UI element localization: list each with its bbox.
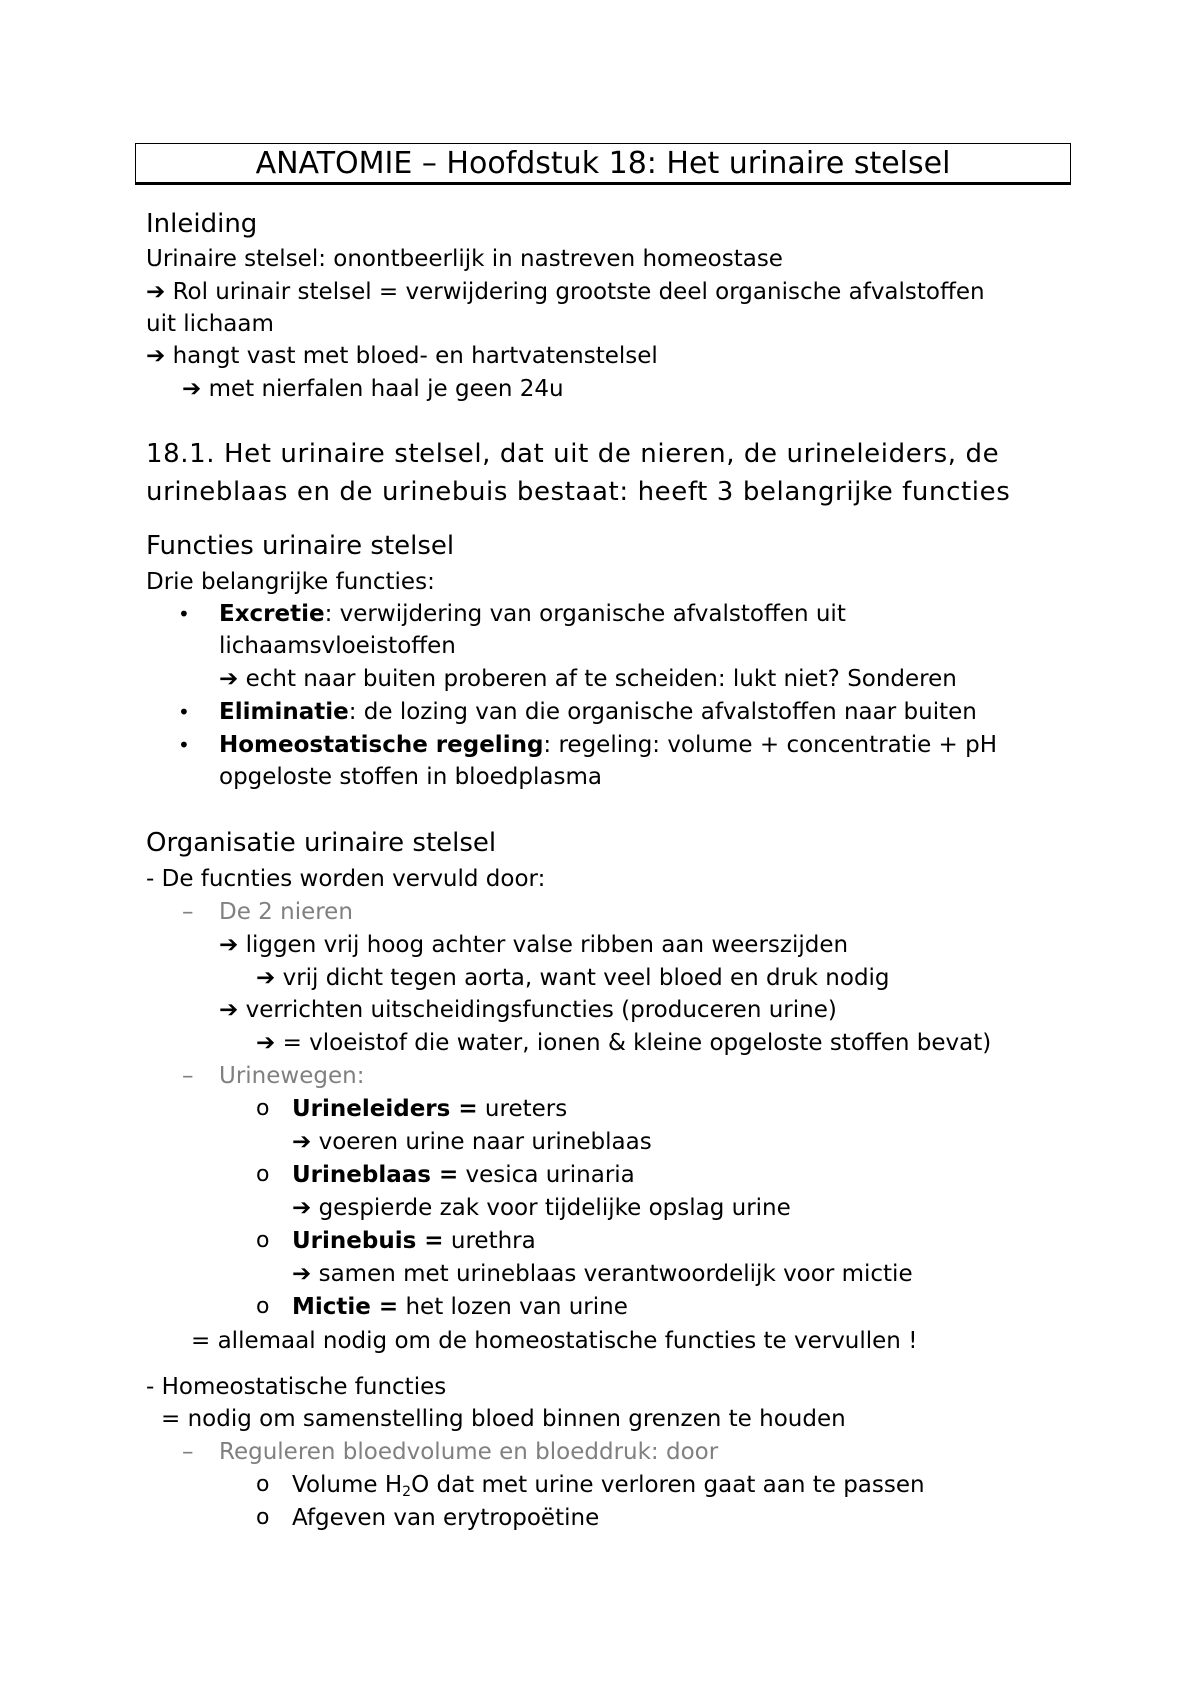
organisatie-heading: Organisatie urinaire stelsel: [146, 828, 497, 858]
arrow-line: ➔ voeren urine naar urineblaas: [292, 1129, 652, 1155]
dash-icon: –: [182, 899, 194, 925]
sublist-heading: Urinewegen:: [219, 1063, 365, 1089]
functies-heading: Functies urinaire stelsel: [146, 531, 455, 561]
sublist-heading: Reguleren bloedvolume en bloeddruk: door: [219, 1439, 719, 1465]
list-item: [292, 1225, 536, 1257]
term: Urinebuis =: [292, 1228, 444, 1254]
list-item-cont: lichaamsvloeistoffen: [219, 633, 456, 659]
circle-bullet-icon: o: [256, 1096, 270, 1121]
intro-line: ➔ Rol urinair stelsel = verwijdering grootste deel organische afvalstoffen: [146, 279, 985, 305]
arrow-line: ➔ vrij dicht tegen aorta, want veel bloed en druk nodig: [256, 965, 890, 991]
list-item: Afgeven van erytropoëtine: [292, 1505, 600, 1531]
intro-line: ➔ hangt vast met bloed- en hartvatenstelsel: [146, 343, 658, 369]
arrow-line: ➔ = vloeistof die water, ionen & kleine opgeloste stoffen bevat): [256, 1030, 992, 1056]
term: Excretie: [219, 601, 325, 627]
list-item: [292, 1291, 628, 1323]
arrow-line: ➔ verrichten uitscheidingsfuncties (produceren urine): [219, 997, 837, 1023]
term: Urineblaas =: [292, 1162, 459, 1188]
dash-icon: –: [182, 1439, 194, 1465]
list-item: [219, 729, 997, 761]
text: O dat met urine verloren gaat aan te passen: [411, 1472, 925, 1498]
text: Volume H: [292, 1472, 403, 1498]
bullet-icon: •: [178, 700, 190, 724]
dash-icon: –: [182, 1063, 194, 1089]
arrow-line: ➔ liggen vrij hoog achter valse ribben aan weerszijden: [219, 932, 849, 958]
list-item: [292, 1159, 635, 1191]
term: Homeostatische regeling: [219, 732, 544, 758]
list-item: [219, 598, 846, 630]
arrow-line: ➔ samen met urineblaas verantwoordelijk voor mictie: [292, 1261, 913, 1287]
circle-bullet-icon: o: [256, 1505, 270, 1530]
list-item-arrow: ➔ echt naar buiten proberen af te scheiden: lukt niet? Sonderen: [219, 666, 957, 692]
term: Eliminatie: [219, 699, 349, 725]
subscript: 2: [402, 1484, 412, 1500]
circle-bullet-icon: o: [256, 1162, 270, 1187]
list-item: [292, 1093, 567, 1125]
circle-bullet-icon: o: [256, 1472, 270, 1497]
functies-intro: Drie belangrijke functies:: [146, 569, 435, 595]
list-item: [219, 696, 977, 728]
term-text: ureters: [477, 1096, 568, 1122]
bullet-icon: •: [178, 733, 190, 757]
intro-heading: Inleiding: [146, 209, 258, 239]
homeo-intro: - Homeostatische functies: [146, 1374, 447, 1400]
intro-line: uit lichaam: [146, 311, 274, 337]
organisatie-intro: - De fucnties worden vervuld door:: [146, 866, 546, 892]
circle-bullet-icon: o: [256, 1228, 270, 1253]
intro-line: ➔ met nierfalen haal je geen 24u: [182, 376, 564, 402]
intro-line: Urinaire stelsel: onontbeerlijk in nastreven homeostase: [146, 246, 783, 272]
term-text: urethra: [443, 1228, 536, 1254]
term-text: : verwijdering van organische afvalstoffen uit: [324, 601, 846, 627]
term-text: : regeling: volume + concentratie + pH: [543, 732, 998, 758]
page-title: ANATOMIE – Hoofdstuk 18: Het urinaire stelsel: [135, 143, 1071, 185]
term-text: : de lozing van die organische afvalstoffen naar buiten: [348, 699, 977, 725]
arrow-line: ➔ gespierde zak voor tijdelijke opslag urine: [292, 1195, 791, 1221]
sublist-heading: De 2 nieren: [219, 899, 353, 925]
section-heading: urineblaas en de urinebuis bestaat: heeft 3 belangrijke functies: [146, 477, 1011, 507]
section-heading: 18.1. Het urinaire stelsel, dat uit de nieren, de urineleiders, de: [146, 439, 1000, 469]
term-text: het lozen van urine: [398, 1294, 628, 1320]
term: Urineleiders =: [292, 1096, 478, 1122]
conclusion: = allemaal nodig om de homeostatische functies te vervullen !: [191, 1328, 918, 1354]
bullet-icon: •: [178, 602, 190, 626]
list-item-cont: opgeloste stoffen in bloedplasma: [219, 764, 602, 790]
homeo-definition: = nodig om samenstelling bloed binnen grenzen te houden: [161, 1406, 846, 1432]
term-text: vesica urinaria: [458, 1162, 635, 1188]
term: Mictie =: [292, 1294, 399, 1320]
circle-bullet-icon: o: [256, 1294, 270, 1319]
